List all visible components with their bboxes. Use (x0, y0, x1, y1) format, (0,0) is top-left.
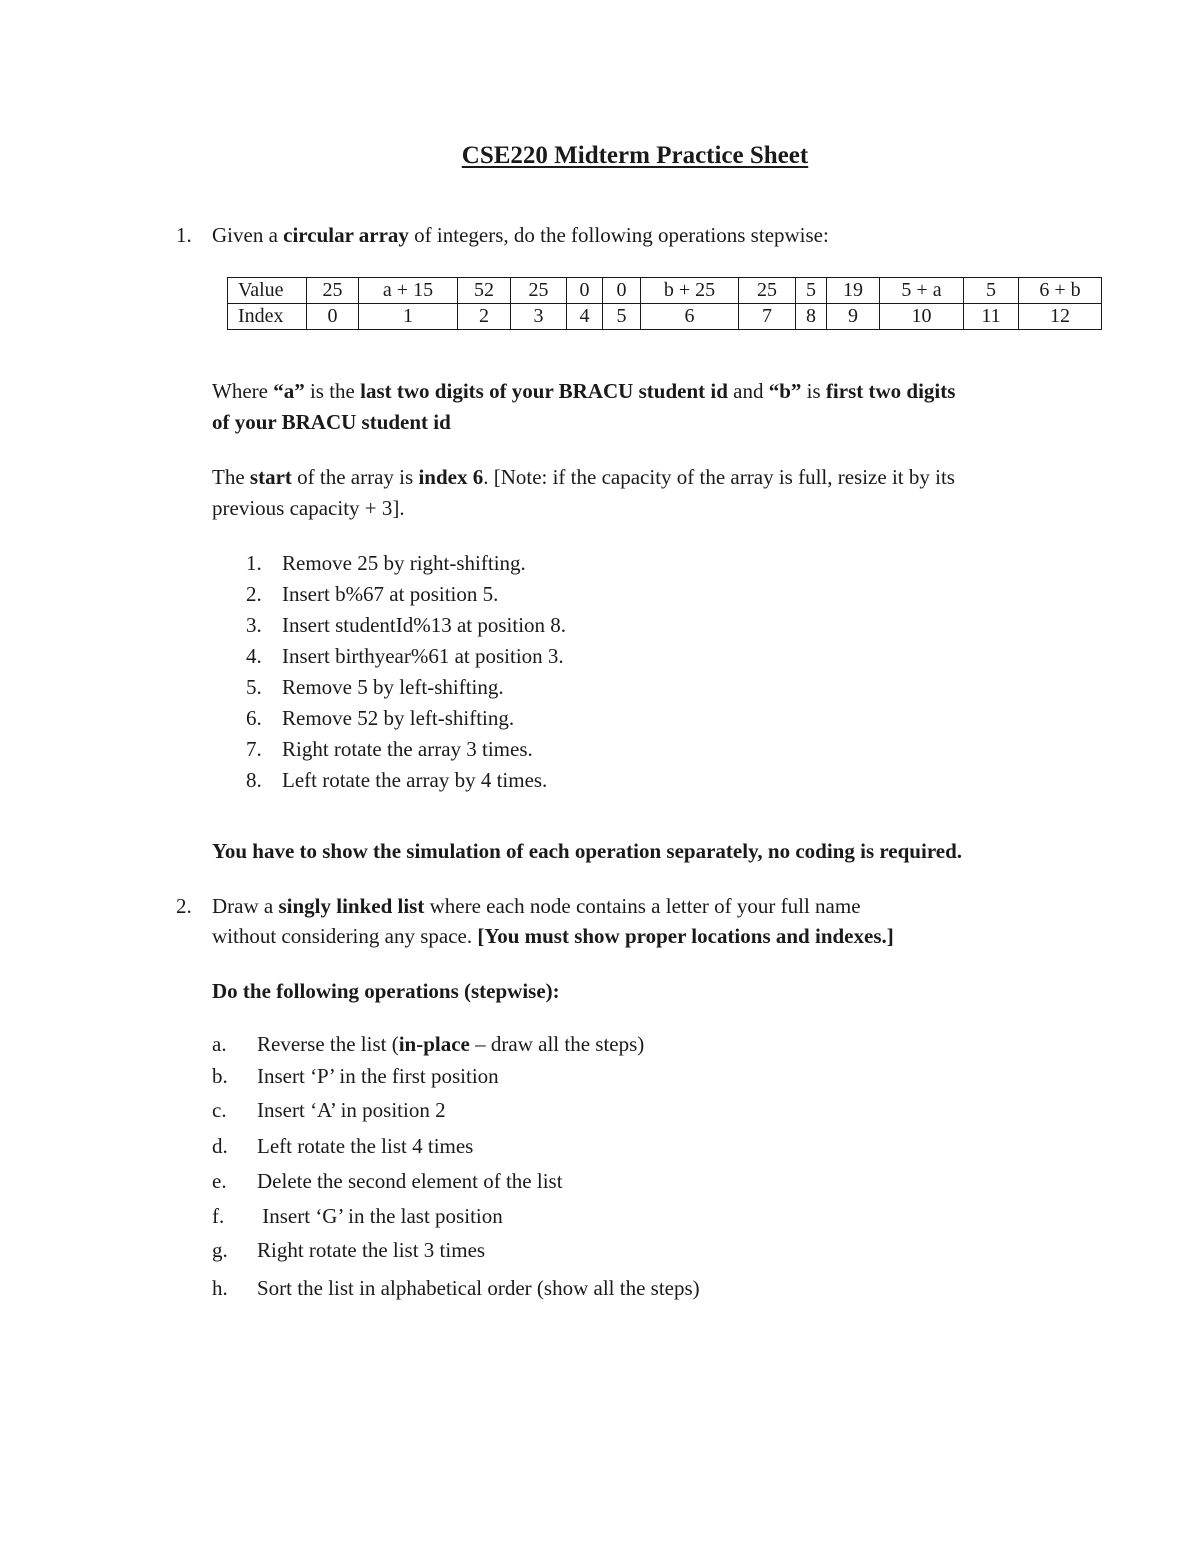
index-row (228, 304, 1102, 330)
op-number: 4. (246, 644, 262, 668)
bold-text: last two digits of your BRACU student id (360, 379, 728, 403)
bold-text: of your BRACU student id (212, 410, 451, 434)
op-text: Insert studentId%13 at position 8. (282, 613, 567, 637)
value-cell: 5 (796, 278, 827, 304)
variable-b: “b” (768, 379, 802, 403)
value-cell: 0 (567, 278, 603, 304)
index-row-label: Index (228, 304, 307, 330)
text: Where (212, 379, 274, 403)
op-text: Left rotate the list 4 times (257, 1134, 474, 1158)
op-letter: b. (212, 1064, 228, 1088)
op-number: 7. (246, 737, 262, 761)
op-text: Delete the second element of the list (257, 1169, 563, 1193)
index-cell: 6 (641, 304, 739, 330)
op-text: Remove 52 by left-shifting. (282, 706, 515, 730)
text: is (801, 379, 826, 403)
index-cell: 3 (511, 304, 567, 330)
op-text: Right rotate the array 3 times. (282, 737, 533, 761)
op-text: Insert ‘A’ in position 2 (257, 1098, 446, 1122)
q2-line1 (212, 891, 1000, 922)
op-text: Left rotate the array by 4 times. (282, 768, 548, 792)
op-text: Insert ‘G’ in the last position (257, 1204, 503, 1228)
value-cell: a + 15 (359, 278, 458, 304)
op-text: Insert b%67 at position 5. (282, 582, 499, 606)
op-text-post: – draw all the steps) (469, 1032, 645, 1056)
op-letter: c. (212, 1098, 227, 1122)
text: . [Note: if the capacity of the array is full, resize it by its (483, 465, 955, 489)
text: previous capacity + 3]. (212, 496, 405, 520)
bold-text: start (249, 465, 292, 489)
q1-start-line2 (212, 493, 405, 524)
op-text-pre: Reverse the list ( (257, 1032, 399, 1056)
text: Draw a (212, 894, 279, 918)
text: of the array is (291, 465, 419, 489)
value-cell: 52 (458, 278, 511, 304)
q1-note (212, 836, 962, 867)
value-cell: 25 (307, 278, 359, 304)
op-letter: d. (212, 1134, 228, 1158)
q2-heading (212, 976, 560, 1007)
index-cell: 11 (964, 304, 1019, 330)
q1-intro (212, 220, 829, 251)
page-title: CSE220 Midterm Practice Sheet (461, 142, 809, 169)
value-cell: 6 + b (1019, 278, 1102, 304)
index-cell: 7 (739, 304, 796, 330)
op-text (257, 1029, 644, 1060)
bold-heading: Do the following operations (stepwise): (212, 979, 560, 1003)
q1-intro-bold: circular array (283, 223, 409, 247)
q2-line2 (212, 921, 894, 952)
index-cell: 1 (359, 304, 458, 330)
text: without considering any space. (212, 924, 478, 948)
op-text: Right rotate the list 3 times (257, 1238, 486, 1262)
text: The (212, 465, 250, 489)
index-cell: 2 (458, 304, 511, 330)
bold-note: You have to show the simulation of each operation separately, no coding is required. (212, 839, 963, 863)
q1-intro-text: Given a (212, 223, 284, 247)
op-text: Remove 25 by right-shifting. (282, 551, 526, 575)
value-row (228, 278, 1102, 304)
op-text: Sort the list in alphabetical order (show all the steps) (257, 1276, 700, 1300)
q1-intro-text-end: of integers, do the following operations stepwise: (408, 223, 829, 247)
op-letter: f. (212, 1204, 225, 1228)
op-number: 8. (246, 768, 262, 792)
op-number: 6. (246, 706, 262, 730)
index-cell: 8 (796, 304, 827, 330)
q1-where-line1 (212, 376, 955, 407)
op-number: 5. (246, 675, 262, 699)
value-cell: 5 (964, 278, 1019, 304)
text: is the (304, 379, 361, 403)
bold-text: index 6 (418, 465, 484, 489)
q1-number: 1. (176, 223, 192, 247)
op-number: 1. (246, 551, 262, 575)
text: and (727, 379, 769, 403)
value-cell: 25 (511, 278, 567, 304)
value-cell: 5 + a (880, 278, 964, 304)
text: where each node contains a letter of your full name (424, 894, 861, 918)
index-cell: 12 (1019, 304, 1102, 330)
op-number: 2. (246, 582, 262, 606)
q1-start-line1 (212, 462, 955, 493)
value-cell: b + 25 (641, 278, 739, 304)
op-letter: h. (212, 1276, 228, 1300)
op-text: Insert birthyear%61 at position 3. (282, 644, 564, 668)
index-cell: 0 (307, 304, 359, 330)
op-text-bold: in-place (398, 1032, 470, 1056)
value-row-label: Value (228, 278, 307, 304)
op-number: 3. (246, 613, 262, 637)
bold-text: [You must show proper locations and indexes.] (477, 924, 894, 948)
variable-a: “a” (273, 379, 305, 403)
op-text: Remove 5 by left-shifting. (282, 675, 504, 699)
op-letter: e. (212, 1169, 227, 1193)
circular-array-table (227, 277, 1102, 330)
index-cell: 9 (827, 304, 880, 330)
value-cell: 25 (739, 278, 796, 304)
op-text: Insert ‘P’ in the first position (257, 1064, 499, 1088)
index-cell: 5 (603, 304, 641, 330)
op-letter: a. (212, 1032, 227, 1056)
bold-text: singly linked list (278, 894, 425, 918)
q2-number: 2. (176, 894, 192, 918)
index-cell: 4 (567, 304, 603, 330)
value-cell: 19 (827, 278, 880, 304)
index-cell: 10 (880, 304, 964, 330)
q1-where-line2 (212, 407, 451, 438)
bold-text: first two digits (825, 379, 956, 403)
op-letter: g. (212, 1238, 228, 1262)
value-cell: 0 (603, 278, 641, 304)
